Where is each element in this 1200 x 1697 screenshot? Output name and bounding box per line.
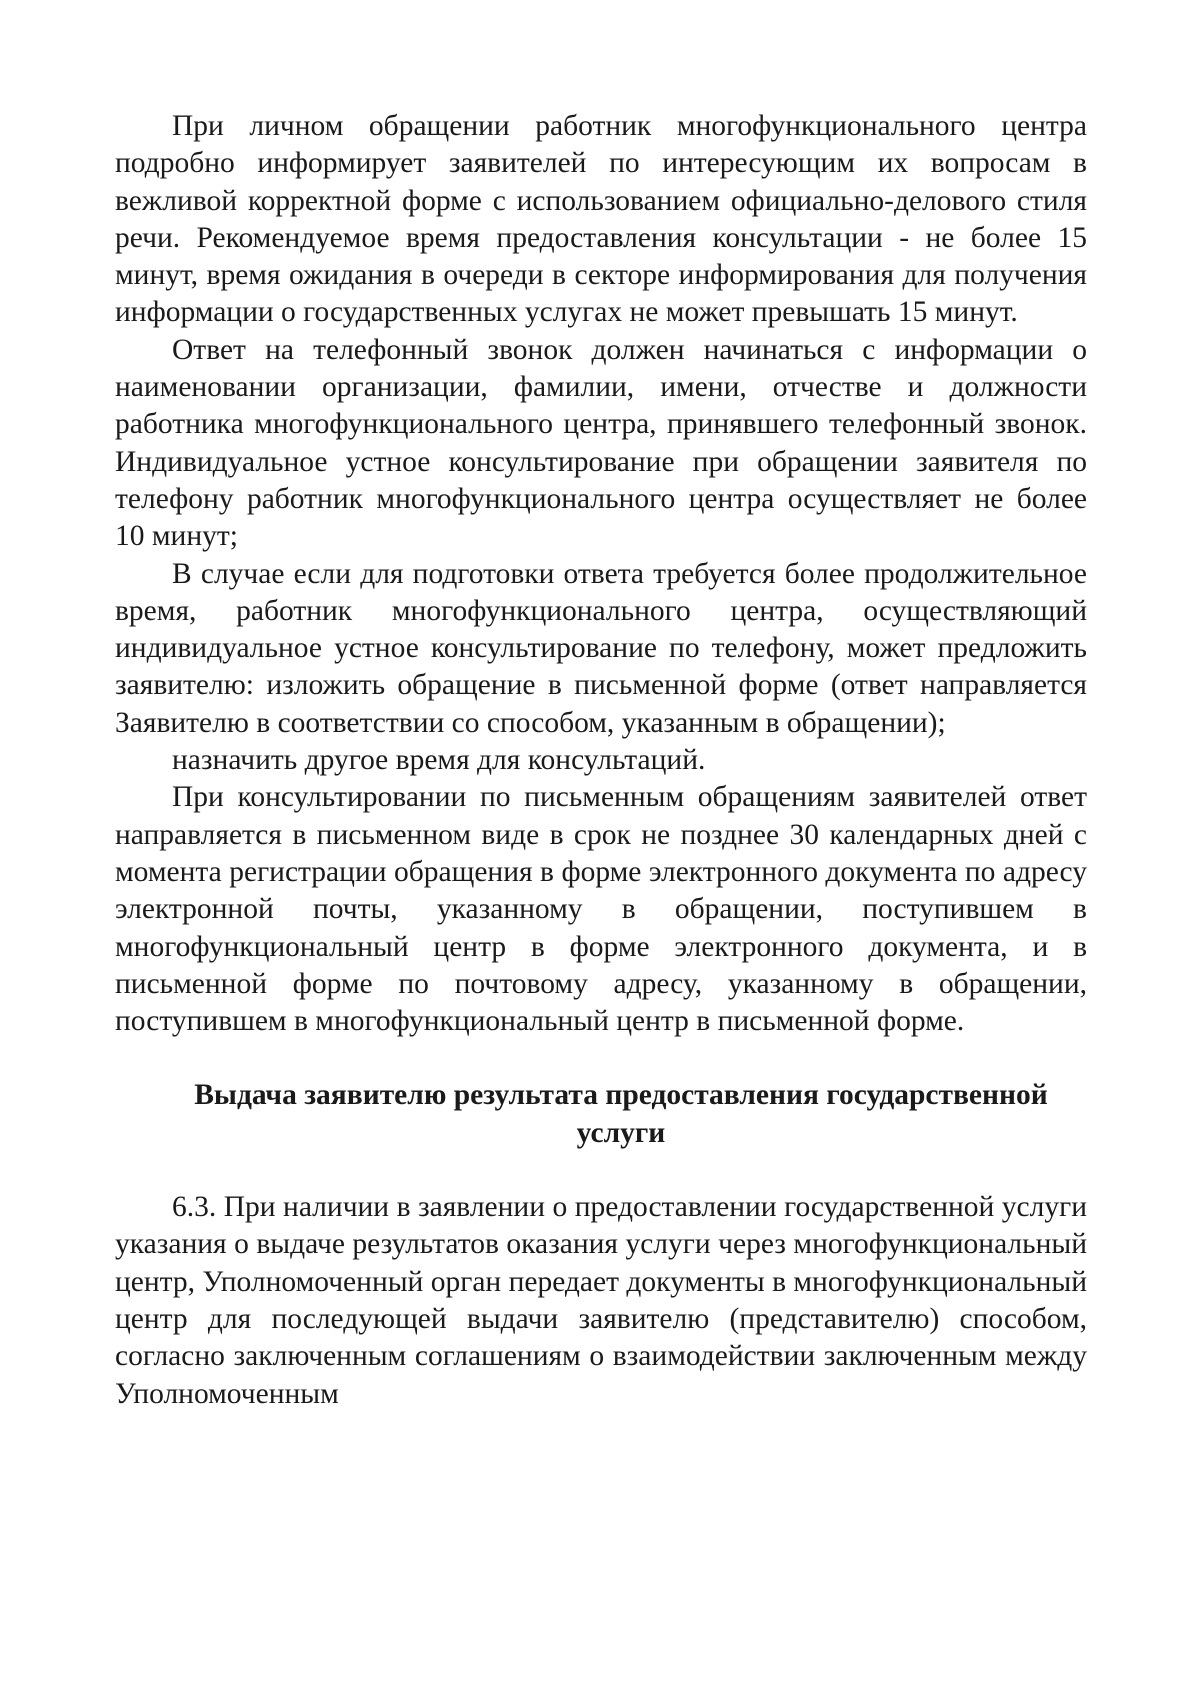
- paragraph-written-requests: При консультировании по письменным обращениям заявителей ответ направляется в письменном виде в срок не позднее 30 календарных дней с момента регистрации обращения в форме электронного документа по адресу электронной почты, указанному в обращении, поступившем в многофункциональный центр в форме электронного документа, и в письменной форме по почтовому адресу, указанному в обращении, поступившем в многофункциональный центр в письменной форме.: [115, 781, 1087, 1038]
- paragraph-phone-call: Ответ на телефонный звонок должен начинаться с информации о наименовании организации, фамилии, имени, отчестве и должности работника многофункционального центра, принявшего телефонный звонок. Индивидуальное устное консультирование при обращении заявителя по телефону работник многофункционального центра осуществляет не более 10 минут;: [115, 333, 1087, 553]
- section-heading: Выдача заявителю результата предоставления государственной услуги: [194, 1079, 1048, 1149]
- paragraph-personal-consultation: При личном обращении работник многофункционального центра подробно информирует заявителей по интересующим их вопросам в вежливой корректной форме с использованием официально-делового стиля речи. Рекомендуемое время предоставления консультации - не более 15 минут, время ожидания в очереди в секторе информирования для получения информации о государственных услугах не может превышать 15 минут.: [115, 110, 1087, 329]
- paragraph-reschedule: назначить другое время для консультаций.: [172, 744, 706, 777]
- paragraph-long-consultation: В случае если для подготовки ответа требуется более продолжительное время, работник многофункционального центра, осуществляющий индивидуальное устное консультирование по телефону, может предложить заявителю: изложить обращение в письменной форме (ответ направляется Заявителю в соответствии со способом, указанным в обращении);: [115, 557, 1087, 739]
- paragraph-6-3: 6.3. При наличии в заявлении о предоставлении государственной услуги указания о выдаче результатов оказания услуги через многофункциональный центр, Уполномоченный орган передает документы в многофункциональный центр для последующей выдачи заявителю (представителю) способом, согласно заключенным соглашениям о взаимодействии заключенным между Уполномоченным: [115, 1191, 1087, 1410]
- document-page: [115, 108, 1087, 1413]
